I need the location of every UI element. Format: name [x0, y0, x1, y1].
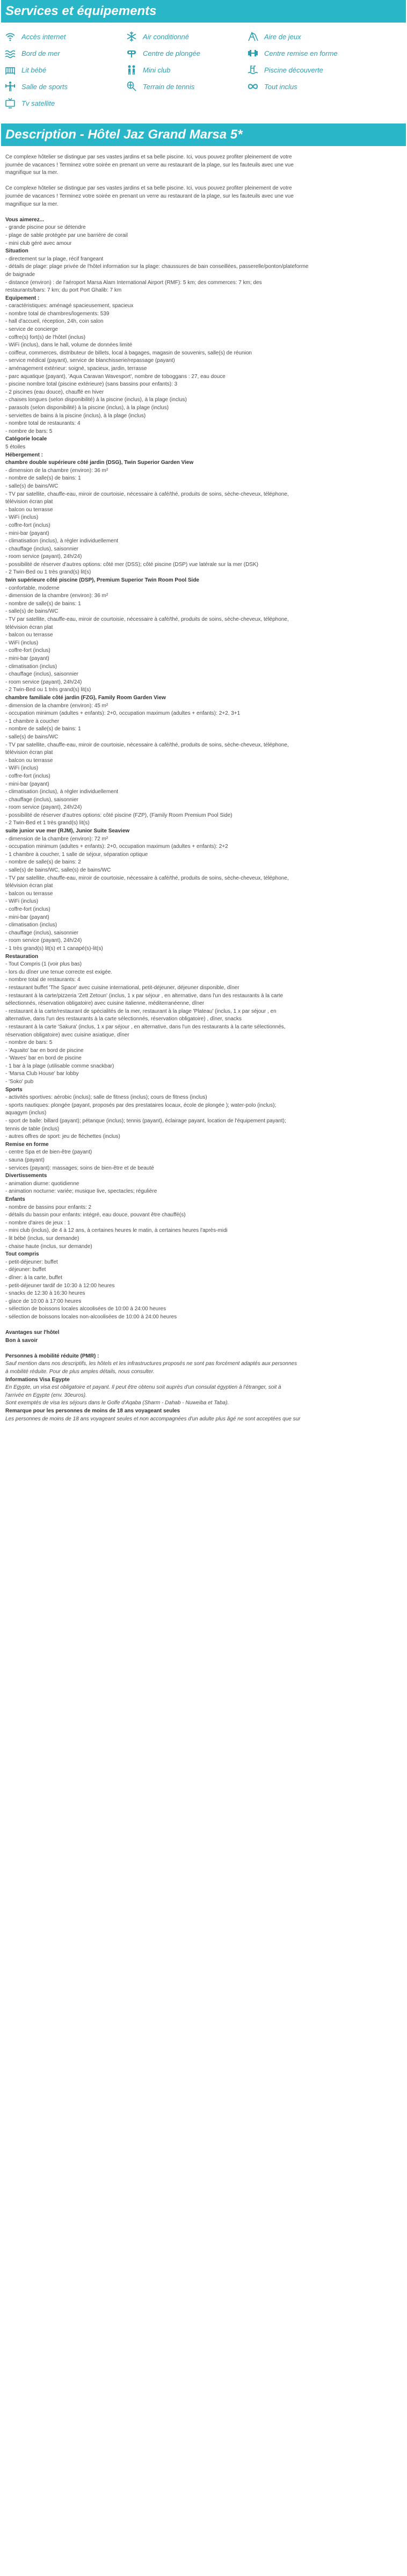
description-line: - caractéristiques: aménagé spacieusement, spacieux [5, 303, 134, 309]
description-line [5, 208, 402, 216]
description-line: - balcon ou terrasse [5, 757, 53, 764]
description-line: - chauffage (inclus), saisonnier [5, 796, 78, 803]
description-line: - snacks de 12:30 à 16:30 heures [5, 1290, 85, 1297]
description-line: Situation [5, 248, 28, 255]
description-line: - lors du dîner une tenue correcte est exigée. [5, 969, 113, 975]
description-line: - coffre-fort (inclus) [5, 773, 50, 779]
description-line: - chauffage (inclus), saisonnier [5, 546, 78, 552]
description-line: Ce complexe hôtelier se distingue par ses vastes jardins et sa belle piscine. Ici, vous pouvez profiter pleinement de votre [5, 185, 292, 192]
description-line: - room service (payant), 24h/24) [5, 679, 82, 685]
description-line: - restaurant à la carte 'Sakura' (inclus, 1 x par séjour , en alternative, dans l'un des restaurants à la carte sélectionnés, [5, 1024, 286, 1030]
description-line: - occupation minimum (adultes + enfants): 2+0, occupation maximum (adultes + enfants): 2+2, 3+1 [5, 710, 241, 717]
description-line: - sauna (payant) [5, 1157, 45, 1163]
amenity-item [3, 29, 125, 44]
description-line: - climatisation (inclus) [5, 663, 57, 670]
description-line: restaurants/bars: 7 km; du port Port Ghalib: 7 km [5, 287, 122, 294]
description-line: - mini club géré avec amour [5, 240, 72, 246]
description-line: - chauffage (inclus), saisonnier [5, 671, 78, 678]
description-line: - mini-bar (payant) [5, 781, 49, 787]
description-line: télévision écran plat [5, 624, 53, 630]
description-line: - room service (payant), 24h/24) [5, 938, 82, 944]
description-line: Bon à savoir [5, 1337, 38, 1344]
description-line: - mini club (inclus), de 4 à 12 ans, à certaines heures le matin, à certaines heures l'après-midi [5, 1228, 228, 1234]
description-line: - TV par satellite, chauffe-eau, miroir de courtoisie, nécessaire à café/thé, produits de soins, sèche-cheveux, téléphone, [5, 742, 289, 748]
amenity-item [125, 79, 246, 94]
description-line: - 'Waves' bar en bord de piscine [5, 1055, 82, 1062]
playground-icon [246, 31, 260, 42]
description-line: - piscine nombre total (piscine extérieure) (sans bassins pour enfants): 3 [5, 381, 178, 388]
amenity-item [125, 29, 246, 44]
description-line: - 2 Twin-Bed ou 1 très grand(s) lit(s) [5, 687, 91, 693]
description-line: - 2 Twin-Bed ou 1 très grand(s) lit(s) [5, 569, 91, 576]
description-line: - 2 Twin-Bed et 1 très grand(s) lit(s) [5, 820, 90, 826]
description-line: - 'Aquaito' bar en bord de piscine [5, 1047, 84, 1054]
description-line: - nombre de salle(s) de bains: 2 [5, 859, 81, 866]
baby-bed-icon [3, 64, 17, 75]
description-line: à mobilité réduite. Pour de plus amples détails, nous consulter. [5, 1369, 155, 1375]
description-line: - petit-déjeuner: buffet [5, 1259, 58, 1265]
description-line: En Egypte, un visa est obligatoire et payant. Il peut être obtenu soit auprès d'un consulat égyptien à l'étranger, soit à [5, 1384, 281, 1391]
description-line: - TV par satellite, chauffe-eau, miroir de courtoisie, nécessaire à café/thé, produits de soins, sèche-cheveux, téléphone, [5, 875, 289, 881]
description-line: twin supérieure côté piscine (DSP), Premium Superior Twin Room Pool Side [5, 577, 199, 584]
description-line: - 1 bar à la plage (utilisable comme snackbar) [5, 1063, 114, 1069]
description-line: - sélection de boissons locales alcoolisées de 10:00 à 24:00 heures [5, 1306, 166, 1312]
description-line [5, 177, 402, 185]
description-line: - WiFi (inclus) [5, 898, 39, 905]
amenity-label: Mini club [143, 66, 171, 74]
description-line: journée de vacances ! Terminez votre soirée en prenant un verre au restaurant de la plage, sur les fauteuils avec une vue [5, 193, 294, 199]
amenity-label: Tout inclus [264, 82, 297, 91]
description-line: magnifique sur la mer. [5, 201, 59, 207]
dumbbell-icon [246, 48, 260, 59]
description-line: - hall d'accueil, réception, 24h, coin salon [5, 318, 104, 325]
description-line: - dimension de la chambre (environ): 45 m² [5, 702, 108, 709]
amenity-label: Aire de jeux [264, 32, 301, 41]
description-line: Catégorie locale [5, 436, 47, 442]
description-line: - nombre de salle(s) de bains: 1 [5, 475, 81, 482]
description-line: Remise en forme [5, 1141, 49, 1148]
description-line [5, 1321, 402, 1329]
description-line: Informations Visa Egypte [5, 1376, 70, 1383]
description-line: - restaurant buffet 'The Space' avec cuisine international, petit-déjeuner, déjeuner disponible, dîner [5, 984, 239, 991]
snowflake-icon [125, 31, 139, 42]
description-line: - 'Soko' pub [5, 1079, 34, 1085]
description-line: - nombre de bars: 5 [5, 1040, 53, 1046]
description-line: - chaises longues (selon disponibilité) à la piscine (inclus), à la plage (inclus) [5, 397, 187, 403]
description-line: télévision écran plat [5, 883, 53, 889]
pool-icon [246, 64, 260, 75]
description-line: Sports [5, 1086, 23, 1093]
description-line: magnifique sur la mer. [5, 170, 59, 176]
description-line: - directement sur la plage, récif frangeant [5, 256, 104, 262]
description-line: - centre Spa et de bien-être (payant) [5, 1149, 92, 1156]
description-line: - Tout Compris (1 (voir plus bas) [5, 961, 82, 968]
amenity-item [246, 62, 367, 77]
description-line: - dîner: à la carte, buffet [5, 1274, 62, 1281]
description-line: sélectionnés, réservation obligatoire) avec cuisine italienne, méditerranéenne, dîner [5, 1000, 205, 1007]
description-line: - salle(s) de bains/WC, salle(s) de bains/WC [5, 867, 111, 874]
amenity-item [3, 62, 125, 77]
description-line: - détails de plage: plage privée de l'hôtel information sur la plage: chaussures de bain conseillées, passerelle/ponton/plateforme [5, 264, 309, 270]
description-line: - dimension de la chambre (environ): 36 m² [5, 593, 108, 599]
description-line: chambre double supérieure côté jardin (DSG), Twin Superior Garden View [5, 460, 194, 466]
description-line: Restauration [5, 953, 39, 960]
description-line: - parasols (selon disponibilité) à la piscine (inclus), à la plage (inclus) [5, 405, 169, 411]
description-line: Sauf mention dans nos descriptifs, les hôtels et les infrastructures proposés ne sont pas forcément adaptés aux personnes [5, 1361, 297, 1367]
amenities-grid [0, 23, 407, 116]
amenity-label: Terrain de tennis [143, 82, 195, 91]
amenity-item [246, 79, 367, 94]
description-line: - balcon ou terrasse [5, 890, 53, 897]
description-line: - glace de 10:00 à 17:00 heures [5, 1298, 82, 1304]
description-line: - parc aquatique (payant), 'Aqua Caravan Wavesport', nombre de toboggans : 27, eau douce [5, 373, 226, 380]
description-line: - restaurant à la carte/restaurant de spécialités de la mer, restaurant à la plage 'Plateau' (inclus, 1 x par séjour , en [5, 1008, 277, 1014]
description-line: - possibilité de réserver d'autres options: côté mer (DSS); côté piscine (DSP) vue latérale sur la mer (DSK) [5, 561, 258, 568]
waves-icon [3, 48, 17, 59]
description-line: suite junior vue mer (RJM), Junior Suite Seaview [5, 828, 130, 835]
description-line: - nombre de salle(s) de bains: 1 [5, 726, 81, 732]
description-line: - TV par satellite, chauffe-eau, miroir de courtoisie, nécessaire à café/thé, produits de soins, sèche-cheveux, téléphone, [5, 491, 289, 497]
description-line: 5 étoiles [5, 444, 26, 450]
description-line: - animation diurne: quotidienne [5, 1180, 79, 1187]
description-line: Enfants [5, 1196, 25, 1202]
description-line: - petit-déjeuner tardif de 10:30 à 12:00 heures [5, 1282, 115, 1289]
description-line [5, 1345, 402, 1353]
description-line: - confortable, moderne [5, 585, 60, 591]
description-line: - coiffeur, commerces, distributeur de billets, local à bagages, magasin de souvenirs, salle(s) de réunion [5, 350, 252, 356]
amenity-label: Accès internet [21, 32, 66, 41]
all-inclusive-icon [246, 81, 260, 92]
description-line: - 2 piscines (eau douce), chauffé en hiver [5, 389, 104, 395]
description-line: - distance (environ) : de l'aéroport Marsa Alam International Airport (RMF): 5 km; des commerces: 7 km; des [5, 279, 262, 286]
description-line: réservation obligatoire) avec cuisine asiatique, dîner [5, 1032, 129, 1038]
description-line: - nombre de bassins pour enfants: 2 [5, 1204, 92, 1210]
description-line: Vous aimerez... [5, 216, 45, 223]
amenity-item [3, 46, 125, 61]
description-line: - balcon ou terrasse [5, 632, 53, 638]
description-line: - services (payant): massages; soins de bien-être et de beauté [5, 1165, 154, 1171]
description-line: - balcon ou terrasse [5, 506, 53, 513]
description-line: - activités sportives: aérobic (inclus); salle de fitness (inclus); cours de fitness (inclus) [5, 1094, 207, 1101]
description-section-title: Description - Hôtel Jaz Grand Marsa 5* [1, 124, 406, 146]
description-line: - mini-bar (payant) [5, 914, 49, 920]
description-line: - WiFi (inclus) [5, 765, 39, 772]
amenity-label: Centre de plongée [143, 49, 200, 57]
description-line: - coffre(s) fort(s) de l'hôtel (inclus) [5, 334, 85, 340]
description-line: - climatisation (inclus) [5, 922, 57, 928]
description-line: - 1 chambre à coucher [5, 718, 60, 724]
description-line: - lit bébé (inclus, sur demande) [5, 1235, 79, 1242]
tennis-icon [125, 81, 139, 92]
gym-icon [3, 81, 17, 92]
description-line: - WiFi (inclus) [5, 514, 39, 521]
description-line: Les personnes de moins de 18 ans voyageant seules et non accompagnées d'un adulte plus âgé ne sont acceptées que sur [5, 1416, 301, 1422]
services-section-title: Services et équipements [1, 0, 406, 23]
description-line: Avantages sur l'hôtel [5, 1330, 60, 1336]
description-line: télévision écran plat [5, 499, 53, 505]
description-line: Divertissements [5, 1173, 47, 1179]
description-line: - chaise haute (inclus, sur demande) [5, 1243, 92, 1250]
description-line: Equipement : [5, 295, 40, 301]
description-line: l'arrivée en Egypte (env. 30euros). [5, 1392, 87, 1398]
description-line: aquagym (inclus) [5, 1110, 47, 1116]
description-line: - coffre-fort (inclus) [5, 522, 50, 528]
diving-icon [125, 48, 139, 59]
amenity-item [125, 46, 246, 61]
kids-club-icon [125, 64, 139, 75]
description-line: Sont exemptés de visa les séjours dans le Golfe d'Aqaba (Sharm - Dahab - Nuweiba et Taba). [5, 1400, 229, 1406]
description-line: alternative, dans l'un des restaurants à la carte sélectionnés, réservation obligatoire) , dîner, snacks [5, 1016, 242, 1022]
description-line: - déjeuner: buffet [5, 1267, 46, 1273]
description-line: - mini-bar (payant) [5, 656, 49, 662]
description-line: - plage de sable protégée par une barrière de corail [5, 232, 128, 238]
description-line: - mini-bar (payant) [5, 530, 49, 536]
description-line: - 1 très grand(s) lit(s) et 1 canapé(s)-lit(s) [5, 945, 103, 952]
description-line: Ce complexe hôtelier se distingue par ses vastes jardins et sa belle piscine. Ici, vous pouvez profiter pleinement de votre [5, 154, 292, 160]
description-content [0, 146, 407, 1423]
description-line: - climatisation (inclus), à régler individuellement [5, 789, 119, 795]
amenity-label: Piscine découverte [264, 66, 323, 74]
amenity-label: Air conditionné [143, 32, 189, 41]
description-line: - sports nautiques: plongée (payant, proposés par des prestataires locaux, école de plongée ); water-polo (inclus); [5, 1102, 277, 1108]
description-line: - coffre-fort (inclus) [5, 648, 50, 654]
description-line: - aménagement extérieur: soigné, spacieux, jardin, terrasse [5, 366, 147, 372]
description-line: - service de concierge [5, 326, 58, 333]
description-line: - 1 chambre à coucher, 1 salle de séjour, séparation optique [5, 851, 148, 858]
amenity-label: Centre remise en forme [264, 49, 338, 57]
amenity-item [125, 62, 246, 77]
description-line: de baignade [5, 271, 35, 278]
description-line: - détails du bassin pour enfants: intégré, eau douce, pouvant être chauffé(s) [5, 1212, 186, 1218]
description-line: - possibilité de réserver d'autres options: côté piscine (FZP), (Family Room Premium Pool Side) [5, 812, 232, 818]
description-line: - chauffage (inclus), saisonnier [5, 930, 78, 936]
description-line: - serviettes de bains à la piscine (inclus), à la plage (inclus) [5, 412, 146, 419]
description-line: - WiFi (inclus) [5, 640, 39, 646]
amenity-label: Lit bébé [21, 66, 47, 74]
description-line: - room service (payant), 24h/24) [5, 554, 82, 560]
description-line: - sport de balle: billard (payant); pétanque (inclus); tennis (payant), éclairage payant, location de l'équipement payant); [5, 1118, 286, 1124]
description-line: - salle(s) de bains/WC [5, 483, 59, 489]
description-line: - animation nocturne: variée; musique live, spectacles; régulière [5, 1188, 157, 1195]
description-line: - dimension de la chambre (environ): 72 m² [5, 836, 108, 842]
description-line: - WiFi (inclus), dans le hall, volume de données limité [5, 342, 133, 349]
description-line: - nombre de bars: 5 [5, 428, 53, 434]
amenity-item [246, 46, 367, 61]
description-line: - service médical (payant), service de blanchisserie/repassage (payant) [5, 358, 175, 364]
description-line: journée de vacances ! Terminez votre soirée en prenant un verre au restaurant de la plage, sur les fauteuils avec une vue [5, 162, 294, 168]
description-line: - autres offres de sport: jeu de fléchettes (inclus) [5, 1134, 120, 1140]
description-line: - coffre-fort (inclus) [5, 906, 50, 912]
description-line: - restaurant à la carte/pizzeria 'Zett Zetoun' (inclus, 1 x par séjour , en alternative, dans l'un des restaurants à la carte [5, 992, 284, 999]
description-line: Remarque pour les personnes de moins de 18 ans voyageant seules [5, 1408, 180, 1414]
description-line: - salle(s) de bains/WC [5, 734, 59, 740]
description-line: - nombre total de chambres/logements: 539 [5, 310, 110, 317]
description-line: télévision écran plat [5, 750, 53, 756]
description-line: Personnes à mobilité réduite (PMR) : [5, 1353, 99, 1359]
amenity-item [3, 96, 125, 111]
description-line: - climatisation (inclus), à régler individuellement [5, 538, 119, 545]
amenity-label: Bord de mer [21, 49, 60, 57]
description-line: - room service (payant), 24h/24) [5, 804, 82, 811]
description-line: - salle(s) de bains/WC [5, 608, 59, 615]
tv-icon [3, 98, 17, 108]
description-line: - grande piscine pour se détendre [5, 224, 86, 231]
amenity-label: Salle de sports [21, 82, 68, 91]
description-line: chambre familiale côté jardin (FZG), Family Room Garden View [5, 694, 166, 701]
wifi-icon [3, 31, 17, 42]
amenity-item [246, 29, 367, 44]
description-line: - nombre total de restaurants: 4 [5, 977, 81, 983]
description-line: - sélection de boissons locales non-alcoolisées de 10:00 à 24:00 heures [5, 1314, 177, 1320]
amenity-label: Tv satellite [21, 99, 55, 107]
description-line: - 'Marsa Club House' bar lobby [5, 1071, 79, 1077]
description-line: tennis de table (inclus) [5, 1126, 60, 1132]
description-line: Hébergement : [5, 452, 43, 458]
amenity-item [3, 79, 125, 94]
description-line: - occupation minimum (adultes + enfants): 2+0, occupation maximum (adultes + enfants): 2+2 [5, 844, 228, 850]
description-line: - dimension de la chambre (environ): 36 m² [5, 467, 108, 474]
description-line: - nombre total de restaurants: 4 [5, 420, 81, 427]
description-line: Tout compris [5, 1251, 39, 1258]
description-line: - nombre d'aires de jeux : 1 [5, 1220, 70, 1226]
description-line: - TV par satellite, chauffe-eau, miroir de courtoisie, nécessaire à café/thé, produits de soins, sèche-cheveux, téléphone, [5, 616, 289, 623]
description-line: - nombre de salle(s) de bains: 1 [5, 600, 81, 607]
